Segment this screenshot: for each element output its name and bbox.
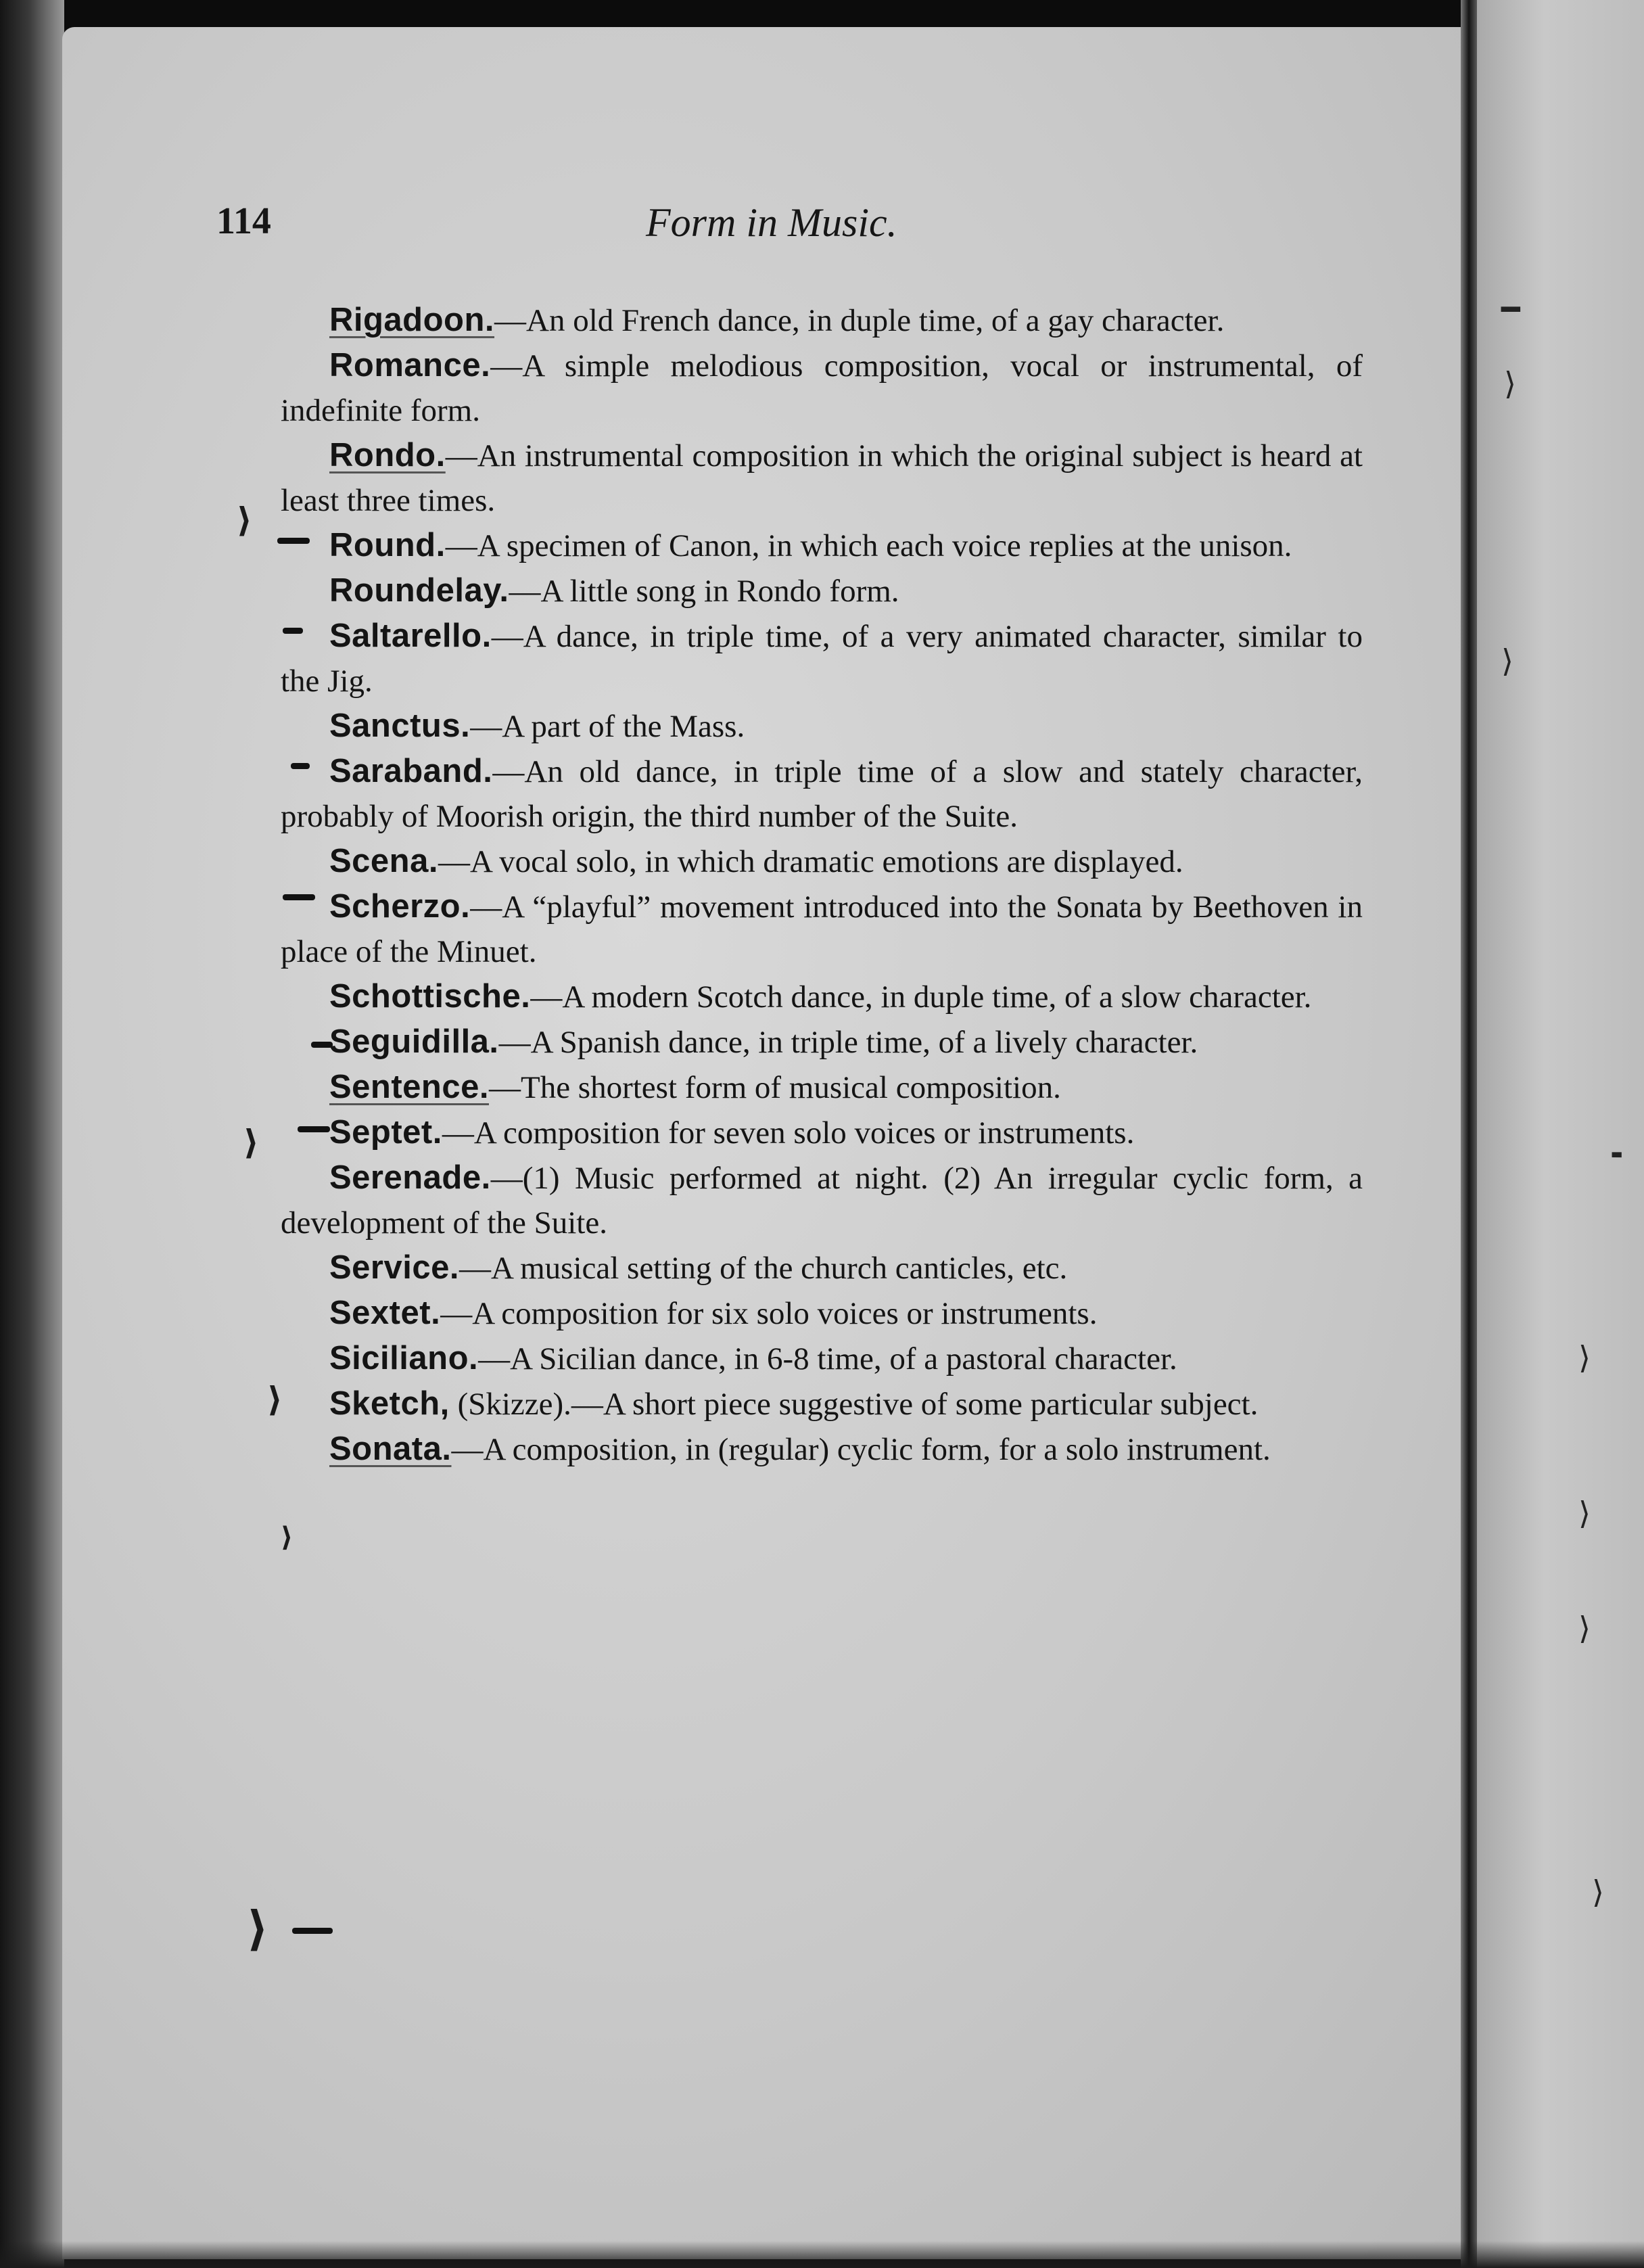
pencil-check-icon: ⟩ [1578,1495,1591,1531]
entry-term: Roundelay. [329,572,509,609]
pencil-check-icon: ⟩ [1578,1339,1591,1376]
glossary-entry [281,749,1363,839]
page-number: 114 [216,200,271,242]
entry-term: Sketch, [329,1385,450,1422]
entry-definition: —A specimen of Canon, in which each voice replies at the unison. [445,528,1292,563]
pencil-check-icon: ⟩ [1501,643,1513,679]
glossary-entry [281,839,1363,884]
pencil-dash-mark [292,1928,333,1934]
entry-definition: —A part of the Mass. [470,709,745,744]
entry-term: Sonata. [329,1431,452,1467]
entry-term: Sextet. [329,1295,441,1331]
entry-term: Serenade. [329,1159,491,1196]
entry-definition: —An old French dance, in duple time, of a gay character. [494,303,1225,338]
glossary-entry [281,1245,1363,1291]
entry-definition: —An instrumental composition in which the original subject is heard at least three times. [281,438,1363,518]
pencil-check-icon: ⟩ [267,1380,283,1419]
glossary-entry [281,703,1363,749]
glossary-entry [281,974,1363,1019]
entry-term: Rigadoon. [329,302,495,338]
facing-page-edge [1477,0,1644,2268]
glossary-entry [281,523,1363,568]
entry-term: Siciliano. [329,1340,479,1376]
running-title: Form in Music. [646,200,897,245]
pencil-check-icon: ⟩ [1578,1610,1591,1646]
entry-definition: —A Sicilian dance, in 6-8 time, of a pastoral character. [478,1341,1177,1376]
glossary-entry [281,1155,1363,1245]
entry-term: Sentence. [329,1069,489,1105]
entry-definition: —A simple melodious composition, vocal or instrumental, of indefinite form. [281,348,1363,428]
entry-definition: —A composition, in (regular) cyclic form, for a solo instrument. [451,1432,1271,1467]
pencil-check-icon: ⟩ [237,501,252,540]
pencil-check-icon: ⟩ [1504,365,1516,402]
glossary-entry [281,568,1363,614]
glossary-entry [281,1381,1363,1427]
entry-term: Romance. [329,347,491,384]
entry-term: Saraband. [329,753,493,789]
pencil-mark-icon: ━ [1501,291,1520,327]
entry-definition: —A little song in Rondo form. [509,574,899,609]
entry-definition: —A musical setting of the church canticles, etc. [459,1251,1068,1286]
entry-definition: —The shortest form of musical composition. [488,1070,1061,1105]
glossary-entry [281,298,1363,343]
glossary-entry [281,1291,1363,1336]
book-gutter [1461,0,1477,2268]
entry-term: Seguidilla. [329,1023,499,1060]
entry-definition: —A dance, in triple time, of a very animated character, similar to the Jig. [281,619,1363,699]
glossary-entry [281,1427,1363,1472]
entry-term: Round. [329,527,446,563]
glossary-entries [281,298,1363,1472]
entry-definition: —A composition for six solo voices or instruments. [440,1296,1098,1331]
entry-definition: (Skizze).—A short piece suggestive of some particular subject. [449,1387,1259,1422]
pencil-check-icon: ⟩ [247,1901,268,1956]
entry-term: Saltarello. [329,618,492,654]
entry-definition: —(1) Music performed at night. (2) An irregular cyclic form, a development of the Suite. [281,1161,1363,1241]
book-cover-edge [0,0,64,2268]
entry-term: Scherzo. [329,888,471,925]
page-header [216,200,1366,260]
entry-term: Service. [329,1249,459,1286]
entry-term: Rondo. [329,437,446,473]
glossary-entry [281,433,1363,523]
entry-definition: —A Spanish dance, in triple time, of a lively character. [498,1025,1198,1060]
glossary-entry [281,884,1363,974]
glossary-entry [281,1336,1363,1381]
glossary-entry [281,1110,1363,1155]
pencil-check-icon: ⟩ [243,1123,259,1162]
entry-term: Schottische. [329,978,531,1015]
entry-definition: —A modern Scotch dance, in duple time, of a slow character. [530,979,1312,1015]
entry-definition: —An old dance, in triple time of a slow and stately character, probably of Moorish origin, the third number of the Suite. [281,754,1363,834]
glossary-entry [281,343,1363,433]
glossary-entry [281,1065,1363,1110]
pencil-mark-icon: ╸ [1612,1136,1631,1173]
entry-definition: —A vocal solo, in which dramatic emotions are displayed. [438,844,1183,879]
glossary-entry [281,614,1363,703]
entry-term: Sanctus. [329,708,471,744]
pencil-check-icon: ⟩ [1592,1874,1604,1910]
pencil-check-icon: ⟩ [281,1522,293,1553]
scan-bottom-edge [0,2241,1644,2268]
glossary-entry [281,1019,1363,1065]
entry-term: Scena. [329,843,438,879]
entry-definition: —A “playful” movement introduced into the Sonata by Beethoven in place of the Minuet. [281,889,1363,969]
entry-definition: —A composition for seven solo voices or instruments. [442,1115,1135,1151]
entry-term: Septet. [329,1114,442,1151]
